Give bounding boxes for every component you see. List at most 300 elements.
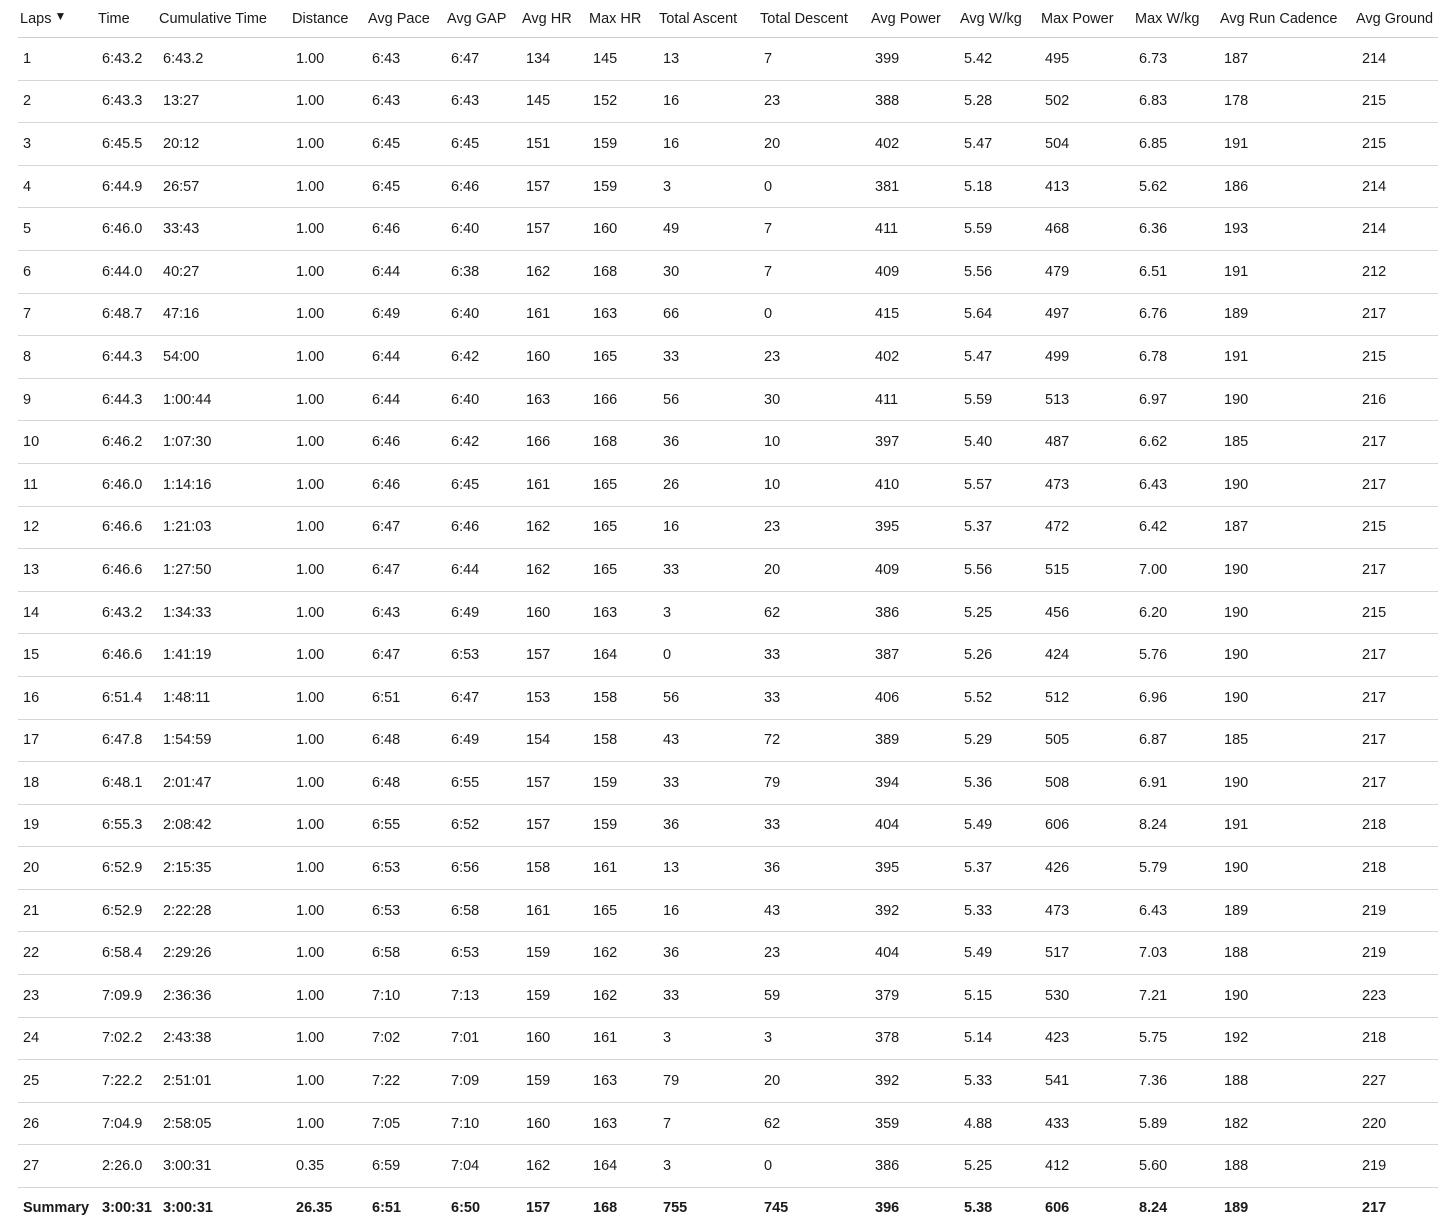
cell-avg-power: 409 xyxy=(869,549,958,592)
cell-avg-pace: 6:45 xyxy=(366,123,445,166)
cell-avg-power: 399 xyxy=(869,38,958,81)
cell-max-hr: 162 xyxy=(587,932,657,975)
cell-distance: 1.00 xyxy=(290,549,366,592)
cell-cumulative-time: 2:22:28 xyxy=(157,889,290,932)
cell-avg-w-kg: 5.14 xyxy=(958,1017,1039,1060)
cell-total-descent: 0 xyxy=(758,1145,869,1188)
cell-avg-gap: 6:58 xyxy=(445,889,520,932)
column-header-distance[interactable]: Distance xyxy=(290,0,366,38)
cell-cumulative-time: 2:15:35 xyxy=(157,847,290,890)
cell-distance: 1.00 xyxy=(290,591,366,634)
cell-total-descent: 33 xyxy=(758,676,869,719)
cell-avg-run-cadence: 178 xyxy=(1218,80,1354,123)
cell-total-descent: 0 xyxy=(758,165,869,208)
cell-avg-gap: 7:10 xyxy=(445,1102,520,1145)
cell-cumulative-time: 1:27:50 xyxy=(157,549,290,592)
table-row xyxy=(18,80,1438,123)
cell-cumulative-time: 2:51:01 xyxy=(157,1060,290,1103)
cell-avg-gap: 6:53 xyxy=(445,932,520,975)
cell-max-power: 456 xyxy=(1039,591,1133,634)
cell-total-descent: 43 xyxy=(758,889,869,932)
cell-cumulative-time: 2:29:26 xyxy=(157,932,290,975)
cell-time: 6:58.4 xyxy=(96,932,157,975)
cell-avg-power: 409 xyxy=(869,250,958,293)
cell-cumulative-time: 2:01:47 xyxy=(157,762,290,805)
cell-avg-hr: 163 xyxy=(520,378,587,421)
cell-avg-w-kg: 5.56 xyxy=(958,549,1039,592)
cell-avg-pace: 7:02 xyxy=(366,1017,445,1060)
cell-distance: 1.00 xyxy=(290,889,366,932)
cell-avg-ground: 218 xyxy=(1354,847,1438,890)
cell-laps: 1 xyxy=(18,38,96,81)
cell-max-hr: 168 xyxy=(587,421,657,464)
column-header-avg-hr[interactable]: Avg HR xyxy=(520,0,587,38)
cell-total-descent: 7 xyxy=(758,250,869,293)
table-row xyxy=(18,804,1438,847)
column-header-avg-w-kg[interactable]: Avg W/kg xyxy=(958,0,1039,38)
cell-cumulative-time: 2:08:42 xyxy=(157,804,290,847)
cell-avg-run-cadence: 187 xyxy=(1218,506,1354,549)
cell-max-hr: 166 xyxy=(587,378,657,421)
summary-cell-laps: Summary xyxy=(23,1200,90,1217)
cell-total-descent: 23 xyxy=(758,932,869,975)
cell-distance: 1.00 xyxy=(290,506,366,549)
column-header-total-ascent[interactable]: Total Ascent xyxy=(657,0,758,38)
cell-cumulative-time: 47:16 xyxy=(157,293,290,336)
table-row xyxy=(18,123,1438,166)
cell-avg-hr: 161 xyxy=(520,293,587,336)
summary-cell-avg-pace: 6:51 xyxy=(372,1200,402,1217)
cell-total-ascent: 66 xyxy=(657,293,758,336)
cell-distance: 1.00 xyxy=(290,719,366,762)
cell-laps: 3 xyxy=(18,123,96,166)
cell-avg-w-kg: 5.37 xyxy=(958,847,1039,890)
column-header-max-w-kg[interactable]: Max W/kg xyxy=(1133,0,1218,38)
cell-avg-pace: 7:10 xyxy=(366,975,445,1018)
cell-avg-run-cadence: 187 xyxy=(1218,38,1354,81)
cell-time: 6:44.3 xyxy=(96,378,157,421)
cell-avg-pace: 6:44 xyxy=(366,336,445,379)
table-row xyxy=(18,208,1438,251)
cell-cumulative-time: 13:27 xyxy=(157,80,290,123)
cell-avg-gap: 6:44 xyxy=(445,549,520,592)
cell-time: 2:26.0 xyxy=(96,1145,157,1188)
cell-total-ascent: 49 xyxy=(657,208,758,251)
cell-distance: 1.00 xyxy=(290,1060,366,1103)
cell-max-hr: 152 xyxy=(587,80,657,123)
cell-avg-w-kg: 5.64 xyxy=(958,293,1039,336)
cell-laps: 27 xyxy=(18,1145,96,1188)
table-row xyxy=(18,932,1438,975)
cell-max-hr: 158 xyxy=(587,676,657,719)
cell-laps: 22 xyxy=(18,932,96,975)
cell-max-w-kg: 6.83 xyxy=(1133,80,1218,123)
cell-total-descent: 10 xyxy=(758,421,869,464)
cell-distance: 1.00 xyxy=(290,378,366,421)
cell-time: 7:09.9 xyxy=(96,975,157,1018)
cell-avg-w-kg: 5.25 xyxy=(958,1145,1039,1188)
cell-avg-run-cadence: 190 xyxy=(1218,378,1354,421)
cell-total-descent: 0 xyxy=(758,293,869,336)
laps-table xyxy=(18,0,1438,1228)
cell-laps: 12 xyxy=(18,506,96,549)
cell-avg-hr: 161 xyxy=(520,889,587,932)
cell-distance: 1.00 xyxy=(290,1102,366,1145)
cell-max-hr: 165 xyxy=(587,506,657,549)
cell-max-w-kg: 6.91 xyxy=(1133,762,1218,805)
cell-max-hr: 160 xyxy=(587,208,657,251)
cell-avg-power: 397 xyxy=(869,421,958,464)
cell-total-descent: 20 xyxy=(758,1060,869,1103)
cell-cumulative-time: 1:21:03 xyxy=(157,506,290,549)
cell-cumulative-time: 3:00:31 xyxy=(157,1145,290,1188)
cell-avg-hr: 162 xyxy=(520,549,587,592)
table-row xyxy=(18,336,1438,379)
cell-time: 6:46.6 xyxy=(96,506,157,549)
column-header-time[interactable]: Time xyxy=(96,0,157,38)
cell-laps: 2 xyxy=(18,80,96,123)
cell-total-descent: 72 xyxy=(758,719,869,762)
cell-avg-gap: 6:40 xyxy=(445,293,520,336)
cell-avg-pace: 7:05 xyxy=(366,1102,445,1145)
cell-avg-ground: 217 xyxy=(1354,293,1438,336)
cell-avg-pace: 6:51 xyxy=(366,676,445,719)
cell-avg-ground: 214 xyxy=(1354,38,1438,81)
cell-max-power: 413 xyxy=(1039,165,1133,208)
cell-time: 6:43.2 xyxy=(96,38,157,81)
cell-cumulative-time: 20:12 xyxy=(157,123,290,166)
cell-laps: 18 xyxy=(18,762,96,805)
cell-avg-w-kg: 5.57 xyxy=(958,463,1039,506)
cell-total-ascent: 36 xyxy=(657,804,758,847)
cell-max-w-kg: 5.60 xyxy=(1133,1145,1218,1188)
cell-time: 7:22.2 xyxy=(96,1060,157,1103)
cell-avg-run-cadence: 186 xyxy=(1218,165,1354,208)
cell-total-descent: 59 xyxy=(758,975,869,1018)
cell-avg-gap: 6:38 xyxy=(445,250,520,293)
cell-distance: 1.00 xyxy=(290,165,366,208)
cell-total-ascent: 16 xyxy=(657,123,758,166)
cell-avg-pace: 6:43 xyxy=(366,591,445,634)
cell-max-hr: 159 xyxy=(587,762,657,805)
table-row xyxy=(18,463,1438,506)
cell-total-ascent: 79 xyxy=(657,1060,758,1103)
cell-max-hr: 165 xyxy=(587,549,657,592)
cell-avg-pace: 6:44 xyxy=(366,378,445,421)
cell-distance: 1.00 xyxy=(290,208,366,251)
cell-time: 6:48.1 xyxy=(96,762,157,805)
cell-cumulative-time: 1:07:30 xyxy=(157,421,290,464)
cell-max-power: 424 xyxy=(1039,634,1133,677)
cell-max-hr: 168 xyxy=(587,250,657,293)
table-row xyxy=(18,1017,1438,1060)
cell-laps: 6 xyxy=(18,250,96,293)
cell-avg-ground: 217 xyxy=(1354,762,1438,805)
cell-avg-gap: 6:43 xyxy=(445,80,520,123)
cell-avg-w-kg: 5.59 xyxy=(958,208,1039,251)
sort-down-triangle-icon: ▼ xyxy=(54,8,67,23)
cell-avg-pace: 7:22 xyxy=(366,1060,445,1103)
cell-avg-pace: 6:45 xyxy=(366,165,445,208)
cell-avg-pace: 6:59 xyxy=(366,1145,445,1188)
cell-max-power: 502 xyxy=(1039,80,1133,123)
cell-max-w-kg: 6.43 xyxy=(1133,889,1218,932)
cell-distance: 1.00 xyxy=(290,847,366,890)
cell-max-w-kg: 6.42 xyxy=(1133,506,1218,549)
cell-max-w-kg: 6.96 xyxy=(1133,676,1218,719)
column-header-max-hr[interactable]: Max HR xyxy=(587,0,657,38)
cell-time: 6:44.9 xyxy=(96,165,157,208)
table-row xyxy=(18,591,1438,634)
cell-avg-power: 411 xyxy=(869,208,958,251)
cell-total-ascent: 7 xyxy=(657,1102,758,1145)
cell-avg-power: 388 xyxy=(869,80,958,123)
table-row xyxy=(18,549,1438,592)
cell-avg-power: 392 xyxy=(869,1060,958,1103)
cell-avg-run-cadence: 190 xyxy=(1218,676,1354,719)
cell-cumulative-time: 1:54:59 xyxy=(157,719,290,762)
cell-avg-gap: 6:53 xyxy=(445,634,520,677)
cell-avg-run-cadence: 190 xyxy=(1218,847,1354,890)
cell-time: 6:55.3 xyxy=(96,804,157,847)
cell-max-power: 487 xyxy=(1039,421,1133,464)
column-header-avg-run-cadence[interactable]: Avg Run Cadence xyxy=(1218,0,1354,38)
cell-avg-ground: 219 xyxy=(1354,1145,1438,1188)
cell-total-ascent: 56 xyxy=(657,676,758,719)
cell-avg-ground: 215 xyxy=(1354,336,1438,379)
cell-total-descent: 20 xyxy=(758,123,869,166)
cell-total-descent: 62 xyxy=(758,1102,869,1145)
cell-laps: 13 xyxy=(18,549,96,592)
table-body xyxy=(18,38,1438,1188)
cell-total-ascent: 56 xyxy=(657,378,758,421)
cell-avg-w-kg: 5.40 xyxy=(958,421,1039,464)
cell-avg-gap: 6:55 xyxy=(445,762,520,805)
cell-avg-power: 406 xyxy=(869,676,958,719)
column-header-max-power[interactable]: Max Power xyxy=(1039,0,1133,38)
cell-max-hr: 159 xyxy=(587,804,657,847)
cell-avg-hr: 145 xyxy=(520,80,587,123)
cell-max-hr: 164 xyxy=(587,1145,657,1188)
cell-avg-gap: 6:49 xyxy=(445,719,520,762)
cell-avg-power: 411 xyxy=(869,378,958,421)
header-row xyxy=(18,0,1438,38)
cell-distance: 1.00 xyxy=(290,293,366,336)
cell-avg-run-cadence: 189 xyxy=(1218,293,1354,336)
cell-avg-pace: 6:58 xyxy=(366,932,445,975)
cell-max-hr: 165 xyxy=(587,336,657,379)
column-header-avg-power[interactable]: Avg Power xyxy=(869,0,958,38)
cell-laps: 14 xyxy=(18,591,96,634)
cell-avg-hr: 159 xyxy=(520,1060,587,1103)
cell-avg-w-kg: 5.18 xyxy=(958,165,1039,208)
cell-laps: 17 xyxy=(18,719,96,762)
cell-avg-run-cadence: 193 xyxy=(1218,208,1354,251)
cell-avg-hr: 162 xyxy=(520,506,587,549)
cell-max-power: 504 xyxy=(1039,123,1133,166)
cell-avg-pace: 6:43 xyxy=(366,80,445,123)
cell-avg-w-kg: 5.29 xyxy=(958,719,1039,762)
cell-cumulative-time: 1:34:33 xyxy=(157,591,290,634)
cell-avg-pace: 6:48 xyxy=(366,719,445,762)
column-header-cumulative-time[interactable]: Cumulative Time xyxy=(157,0,290,38)
cell-laps: 16 xyxy=(18,676,96,719)
cell-distance: 1.00 xyxy=(290,463,366,506)
cell-avg-run-cadence: 185 xyxy=(1218,421,1354,464)
cell-avg-hr: 157 xyxy=(520,165,587,208)
cell-max-power: 515 xyxy=(1039,549,1133,592)
cell-avg-gap: 6:52 xyxy=(445,804,520,847)
cell-time: 6:52.9 xyxy=(96,847,157,890)
column-header-laps[interactable] xyxy=(18,0,96,38)
table-row xyxy=(18,1060,1438,1103)
cell-avg-hr: 160 xyxy=(520,1017,587,1060)
cell-max-power: 473 xyxy=(1039,463,1133,506)
cell-avg-w-kg: 5.59 xyxy=(958,378,1039,421)
cell-distance: 1.00 xyxy=(290,250,366,293)
cell-max-power: 495 xyxy=(1039,38,1133,81)
summary-row xyxy=(18,1188,1438,1228)
table-row xyxy=(18,250,1438,293)
summary-cell-cumulative-time: 3:00:31 xyxy=(163,1200,213,1217)
cell-avg-hr: 162 xyxy=(520,1145,587,1188)
cell-avg-hr: 157 xyxy=(520,804,587,847)
cell-avg-pace: 6:44 xyxy=(366,250,445,293)
summary-cell-total-ascent: 755 xyxy=(663,1200,688,1217)
cell-max-w-kg: 5.89 xyxy=(1133,1102,1218,1145)
cell-time: 6:46.0 xyxy=(96,463,157,506)
cell-total-descent: 10 xyxy=(758,463,869,506)
table-row xyxy=(18,762,1438,805)
cell-max-w-kg: 6.43 xyxy=(1133,463,1218,506)
cell-avg-run-cadence: 190 xyxy=(1218,463,1354,506)
table-row xyxy=(18,165,1438,208)
cell-max-w-kg: 7.03 xyxy=(1133,932,1218,975)
cell-time: 6:47.8 xyxy=(96,719,157,762)
column-header-label: Laps xyxy=(20,10,52,27)
cell-avg-gap: 6:42 xyxy=(445,421,520,464)
summary-cell-avg-w-kg: 5.38 xyxy=(964,1200,993,1217)
cell-avg-w-kg: 5.36 xyxy=(958,762,1039,805)
summary-cell-max-hr: 168 xyxy=(593,1200,618,1217)
cell-total-descent: 30 xyxy=(758,378,869,421)
cell-max-w-kg: 6.76 xyxy=(1133,293,1218,336)
cell-max-power: 433 xyxy=(1039,1102,1133,1145)
cell-total-descent: 79 xyxy=(758,762,869,805)
cell-avg-ground: 217 xyxy=(1354,719,1438,762)
cell-distance: 1.00 xyxy=(290,1017,366,1060)
cell-avg-ground: 216 xyxy=(1354,378,1438,421)
cell-distance: 1.00 xyxy=(290,421,366,464)
cell-laps: 21 xyxy=(18,889,96,932)
table-row xyxy=(18,975,1438,1018)
cell-avg-run-cadence: 182 xyxy=(1218,1102,1354,1145)
cell-time: 6:46.6 xyxy=(96,549,157,592)
table-row xyxy=(18,506,1438,549)
cell-total-descent: 33 xyxy=(758,804,869,847)
cell-avg-w-kg: 5.42 xyxy=(958,38,1039,81)
cell-avg-pace: 6:53 xyxy=(366,889,445,932)
cell-avg-ground: 217 xyxy=(1354,549,1438,592)
cell-max-w-kg: 6.62 xyxy=(1133,421,1218,464)
cell-avg-hr: 157 xyxy=(520,208,587,251)
cell-avg-run-cadence: 191 xyxy=(1218,250,1354,293)
cell-total-ascent: 16 xyxy=(657,889,758,932)
cell-time: 6:46.2 xyxy=(96,421,157,464)
cell-max-power: 468 xyxy=(1039,208,1133,251)
cell-max-power: 513 xyxy=(1039,378,1133,421)
cell-avg-pace: 6:46 xyxy=(366,208,445,251)
cell-distance: 1.00 xyxy=(290,975,366,1018)
cell-avg-gap: 6:47 xyxy=(445,38,520,81)
cell-avg-ground: 215 xyxy=(1354,80,1438,123)
cell-max-hr: 159 xyxy=(587,123,657,166)
cell-avg-gap: 7:09 xyxy=(445,1060,520,1103)
cell-total-ascent: 0 xyxy=(657,634,758,677)
cell-avg-pace: 6:55 xyxy=(366,804,445,847)
cell-avg-power: 386 xyxy=(869,1145,958,1188)
cell-max-power: 517 xyxy=(1039,932,1133,975)
cell-total-ascent: 13 xyxy=(657,847,758,890)
cell-distance: 1.00 xyxy=(290,676,366,719)
cell-cumulative-time: 6:43.2 xyxy=(157,38,290,81)
cell-avg-power: 402 xyxy=(869,336,958,379)
cell-avg-pace: 6:47 xyxy=(366,549,445,592)
cell-total-ascent: 33 xyxy=(657,762,758,805)
column-header-avg-gap[interactable]: Avg GAP xyxy=(445,0,520,38)
cell-avg-hr: 160 xyxy=(520,1102,587,1145)
cell-avg-pace: 6:53 xyxy=(366,847,445,890)
cell-avg-run-cadence: 190 xyxy=(1218,549,1354,592)
cell-avg-power: 378 xyxy=(869,1017,958,1060)
cell-total-ascent: 13 xyxy=(657,38,758,81)
cell-max-w-kg: 7.36 xyxy=(1133,1060,1218,1103)
column-header-total-descent[interactable]: Total Descent xyxy=(758,0,869,38)
cell-max-power: 497 xyxy=(1039,293,1133,336)
cell-avg-run-cadence: 189 xyxy=(1218,889,1354,932)
cell-avg-power: 389 xyxy=(869,719,958,762)
cell-distance: 1.00 xyxy=(290,762,366,805)
cell-max-w-kg: 5.62 xyxy=(1133,165,1218,208)
column-header-avg-pace[interactable]: Avg Pace xyxy=(366,0,445,38)
cell-avg-run-cadence: 190 xyxy=(1218,975,1354,1018)
summary-cell-avg-ground: 217 xyxy=(1362,1200,1387,1217)
cell-total-ascent: 3 xyxy=(657,165,758,208)
table-row xyxy=(18,634,1438,677)
cell-avg-hr: 134 xyxy=(520,38,587,81)
cell-avg-hr: 166 xyxy=(520,421,587,464)
cell-laps: 25 xyxy=(18,1060,96,1103)
cell-distance: 1.00 xyxy=(290,634,366,677)
table-header xyxy=(18,0,1438,38)
cell-total-ascent: 36 xyxy=(657,421,758,464)
table-row xyxy=(18,421,1438,464)
cell-avg-w-kg: 5.15 xyxy=(958,975,1039,1018)
cell-max-w-kg: 6.87 xyxy=(1133,719,1218,762)
cell-avg-ground: 219 xyxy=(1354,932,1438,975)
cell-max-w-kg: 6.73 xyxy=(1133,38,1218,81)
column-header-avg-ground[interactable]: Avg Ground xyxy=(1354,0,1438,38)
cell-avg-gap: 7:13 xyxy=(445,975,520,1018)
cell-cumulative-time: 1:48:11 xyxy=(157,676,290,719)
cell-avg-hr: 157 xyxy=(520,634,587,677)
cell-avg-ground: 218 xyxy=(1354,1017,1438,1060)
cell-avg-ground: 217 xyxy=(1354,676,1438,719)
cell-max-power: 499 xyxy=(1039,336,1133,379)
cell-avg-pace: 6:49 xyxy=(366,293,445,336)
cell-avg-run-cadence: 191 xyxy=(1218,336,1354,379)
cell-laps: 23 xyxy=(18,975,96,1018)
